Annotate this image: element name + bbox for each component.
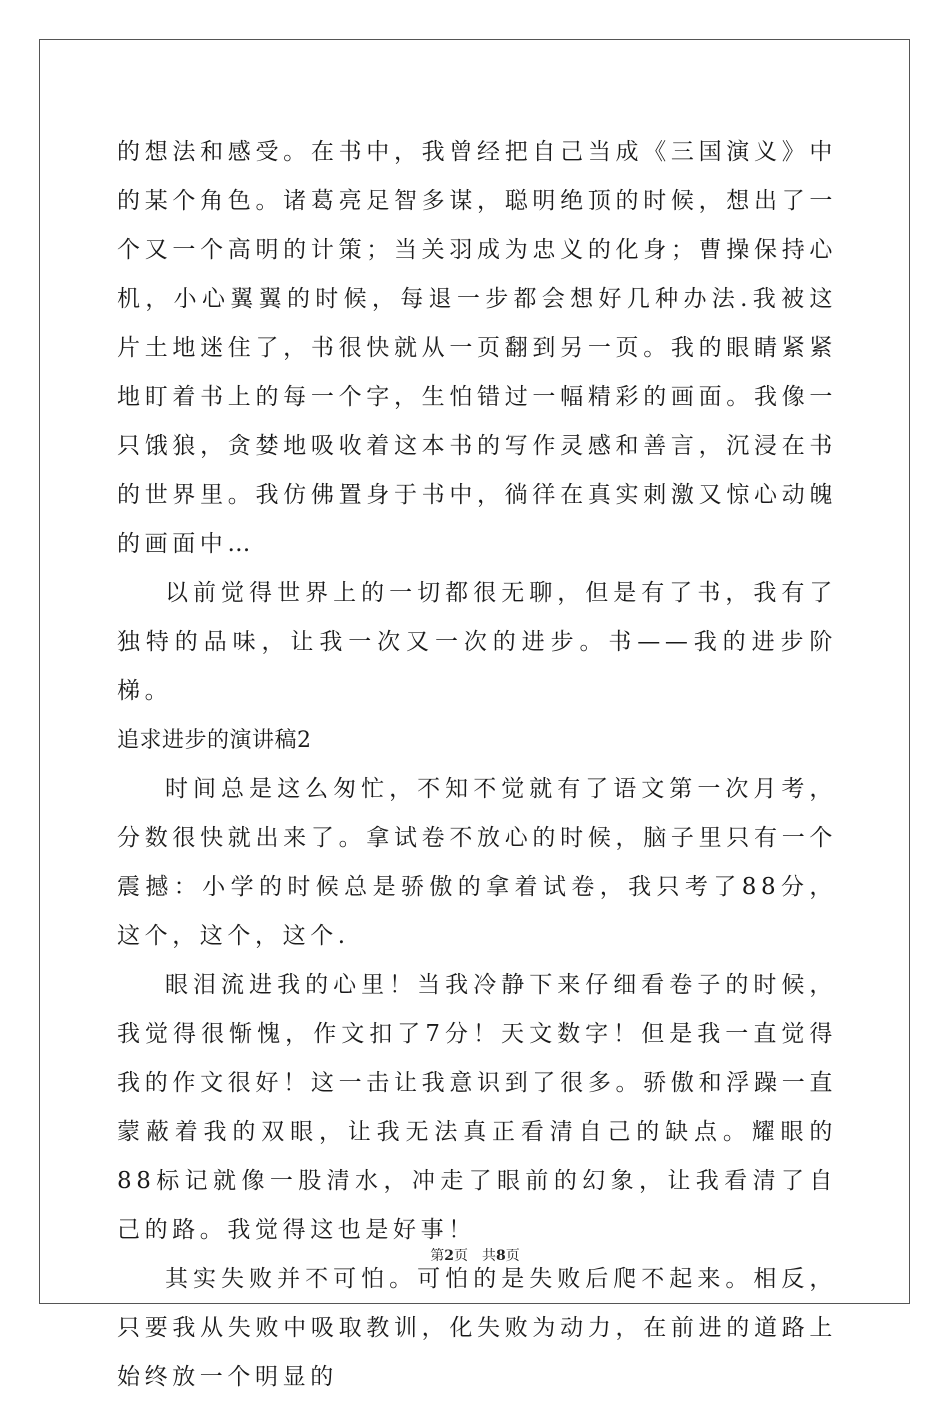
- paragraph-tears: 眼泪流进我的心里！当我冷静下来仔细看卷子的时候，我觉得很惭愧，作文扣了7分！天文数字！但是我一直觉得我的作文很好！这一击让我意识到了很多。骄傲和浮躁一直蒙蔽着我的双眼，让我无法真正看清自己的缺点。耀眼的88标记就像一股清水，冲走了眼前的幻象，让我看清了自己的路。我觉得这也是好事！: [117, 972, 837, 1243]
- page-footer: [0, 1245, 950, 1265]
- page-number: 2: [444, 1248, 454, 1264]
- paragraph-continued: 的想法和感受。在书中，我曾经把自己当成《三国演义》中的某个角色。诸葛亮足智多谋，聪明绝顶的时候，想出了一个又一个高明的计策；当关羽成为忠义的化身；曹操保持心机，小心翼翼的时候，每退一步都会想好几种办法.我被这片土地迷住了，书很快就从一页翻到另一页。我的眼睛紧紧地盯着书上的每一个字，生怕错过一幅精彩的画面。我像一只饿狼，贪婪地吸收着这本书的写作灵感和善言，沉浸在书的世界里。我仿佛置身于书中，徜徉在真实刺激又惊心动魄的画面中…: [117, 139, 837, 557]
- paragraph-reading-conclusion: 以前觉得世界上的一切都很无聊，但是有了书，我有了独特的品味，让我一次又一次的进步。书——我的进步阶梯。: [117, 580, 837, 704]
- page-prefix: 第: [430, 1248, 445, 1264]
- document-body: [117, 128, 837, 1402]
- total-suffix: 页: [505, 1248, 520, 1264]
- paragraph-exam: 时间总是这么匆忙，不知不觉就有了语文第一次月考，分数很快就出来了。拿试卷不放心的时候，脑子里只有一个震撼：小学的时候总是骄傲的拿着试卷，我只考了88分，这个，这个，这个.: [117, 776, 837, 949]
- total-pages: 8: [496, 1248, 506, 1264]
- page-suffix: 页: [454, 1248, 468, 1264]
- paragraph-failure: 其实失败并不可怕。可怕的是失败后爬不起来。相反，只要我从失败中吸取教训，化失败为动力，在前进的道路上始终放一个明显的: [117, 1266, 837, 1390]
- section-title: 追求进步的演讲稿2: [117, 728, 312, 753]
- total-prefix: 共: [482, 1248, 496, 1264]
